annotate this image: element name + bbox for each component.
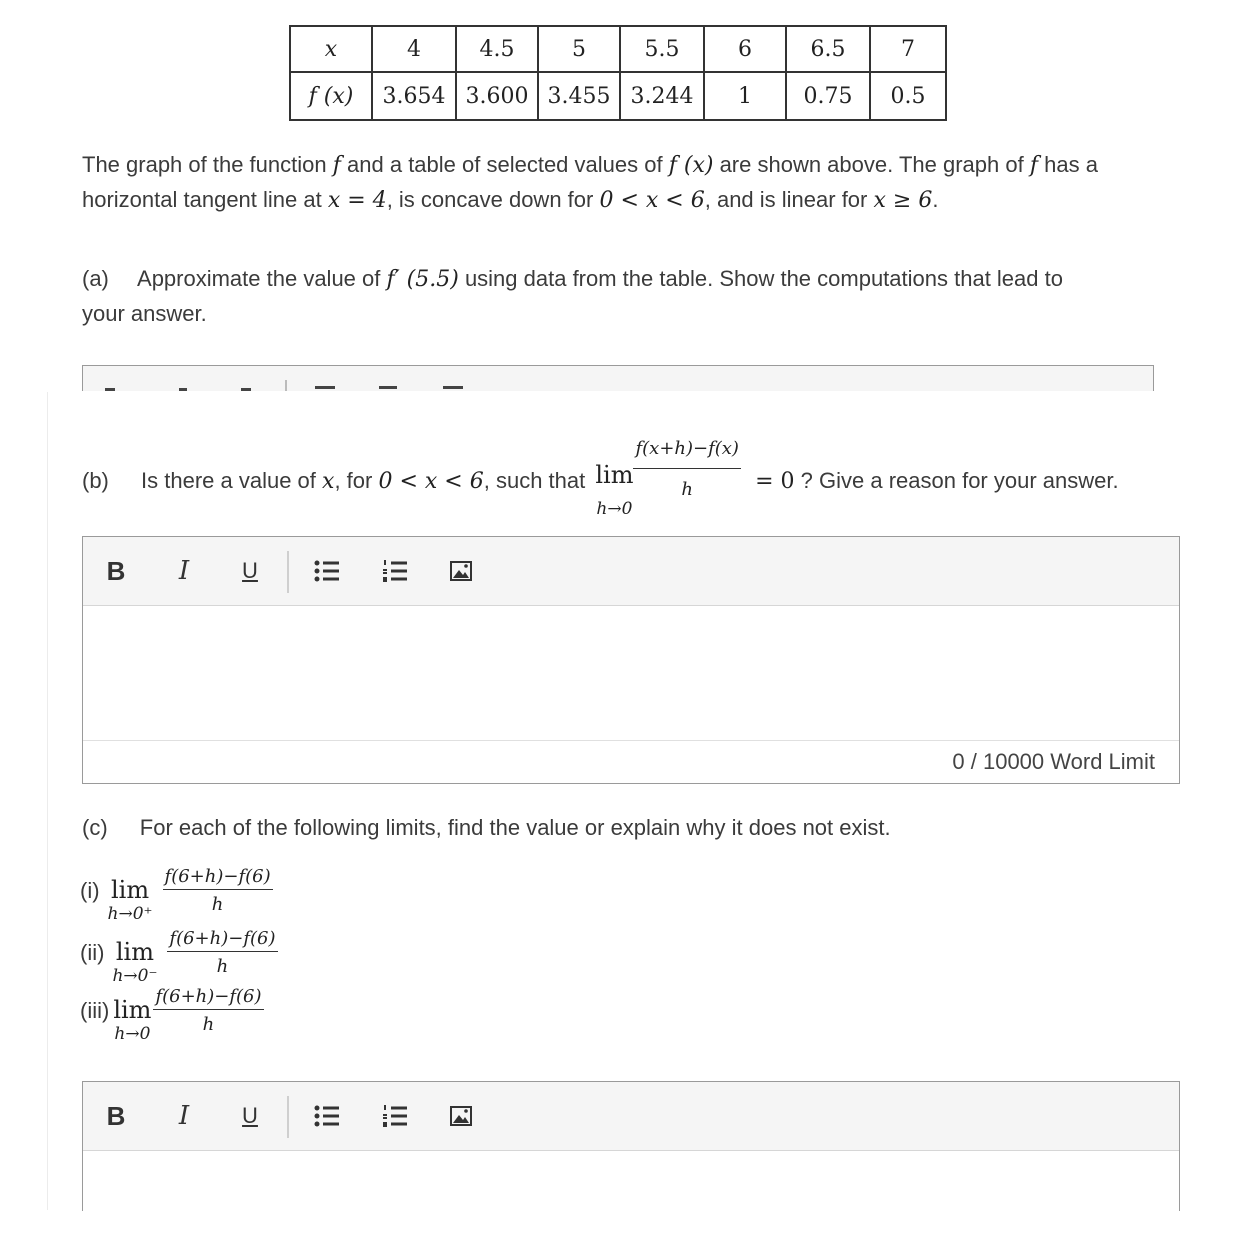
numbered-list-button[interactable] bbox=[381, 1100, 409, 1132]
part-b-label: (b) bbox=[82, 467, 109, 493]
limit-operator bbox=[112, 928, 157, 986]
insert-image-button[interactable] bbox=[449, 555, 473, 587]
math-fx: f (x) bbox=[668, 153, 714, 178]
intro-paragraph bbox=[82, 148, 1098, 218]
editor-status-bar bbox=[83, 740, 1179, 783]
lim-subscript: h→0⁺ bbox=[107, 904, 153, 924]
table-cell: 3.654 bbox=[372, 72, 456, 120]
table-cell: 3.455 bbox=[538, 72, 620, 120]
table-cell: 4 bbox=[372, 26, 456, 72]
part-a-question bbox=[82, 262, 1063, 331]
answer-editor-c[interactable] bbox=[82, 1081, 1180, 1211]
limit-item-label: (i) bbox=[80, 878, 100, 903]
image-icon bbox=[450, 1106, 472, 1126]
table-row-x bbox=[290, 26, 946, 72]
math-fprime: f′ (5.5) bbox=[386, 267, 459, 292]
limit-item-label: (ii) bbox=[80, 940, 105, 965]
limit-item bbox=[80, 986, 264, 1044]
word-limit-counter: 0 / 10000 Word Limit bbox=[952, 749, 1155, 774]
math-ineq: 0 < x < 6 bbox=[378, 468, 484, 494]
table-cell: 1 bbox=[704, 72, 786, 120]
numbered-list-button[interactable] bbox=[381, 555, 409, 587]
editor-text-area[interactable] bbox=[83, 606, 1179, 740]
fraction-numerator: f(x+h)−f(x) bbox=[633, 432, 740, 469]
table-cell: 6 bbox=[704, 26, 786, 72]
intro-text: has a bbox=[1044, 152, 1098, 177]
limit-item bbox=[80, 866, 273, 924]
difference-quotient bbox=[633, 432, 740, 507]
image-icon bbox=[450, 561, 472, 581]
math-f: f bbox=[1029, 153, 1038, 178]
limit-operator bbox=[108, 866, 153, 924]
table-header-fx: f (x) bbox=[290, 72, 372, 120]
lim-subscript: h→0 bbox=[114, 1024, 151, 1044]
math-eq: = 0 bbox=[755, 468, 795, 494]
intro-text: , is concave down for bbox=[386, 187, 594, 212]
bold-button[interactable]: B bbox=[106, 555, 126, 586]
intro-text: . bbox=[932, 187, 939, 212]
lim-text: lim bbox=[113, 996, 152, 1024]
table-cell: 5.5 bbox=[620, 26, 704, 72]
lim-text: lim bbox=[115, 938, 154, 966]
part-b-text: ? Give a reason for your answer. bbox=[800, 467, 1119, 493]
intro-text: horizontal tangent line at bbox=[82, 187, 322, 212]
part-b-question bbox=[82, 438, 1202, 526]
table-cell: 6.5 bbox=[786, 26, 870, 72]
table-cell: 3.244 bbox=[620, 72, 704, 120]
table-cell: 4.5 bbox=[456, 26, 538, 72]
math-ineq: 0 < x < 6 bbox=[599, 188, 705, 213]
table-cell: 0.75 bbox=[786, 72, 870, 120]
lim-subscript: h→0 bbox=[596, 499, 633, 519]
editor-toolbar bbox=[83, 1082, 1179, 1151]
bullet-list-button[interactable] bbox=[313, 555, 341, 587]
part-c-label: (c) bbox=[82, 815, 108, 840]
numbered-list-icon bbox=[382, 1104, 408, 1128]
lim-text: lim bbox=[110, 876, 150, 904]
underline-button[interactable]: U bbox=[242, 1103, 258, 1128]
table-cell: 5 bbox=[538, 26, 620, 72]
fraction-denominator: h bbox=[681, 478, 694, 500]
part-a-text: using data from the table. Show the computations that lead to bbox=[464, 266, 1063, 291]
math-x: x bbox=[322, 468, 335, 494]
difference-quotient bbox=[153, 986, 263, 1035]
italic-button[interactable]: I bbox=[178, 556, 190, 586]
editor-toolbar bbox=[83, 537, 1179, 606]
insert-image-button[interactable] bbox=[449, 1100, 473, 1132]
difference-quotient bbox=[163, 866, 273, 915]
intro-text: are shown above. The graph of bbox=[719, 152, 1024, 177]
editor-text-area[interactable] bbox=[83, 1151, 1179, 1211]
table-cell: 0.5 bbox=[870, 72, 946, 120]
intro-text: The graph of the function bbox=[82, 152, 327, 177]
numbered-list-icon bbox=[382, 559, 408, 583]
part-b-text: Is there a value of bbox=[141, 467, 316, 493]
part-a-text: Approximate the value of bbox=[137, 266, 381, 291]
bullet-list-icon bbox=[314, 559, 340, 583]
fraction-denominator: h bbox=[216, 956, 229, 977]
difference-quotient bbox=[167, 928, 277, 977]
answer-editor-a-partial[interactable] bbox=[82, 365, 1154, 391]
toolbar-separator bbox=[287, 551, 289, 593]
table-cell: 3.600 bbox=[456, 72, 538, 120]
part-a-label: (a) bbox=[82, 266, 109, 291]
fraction-denominator: h bbox=[211, 894, 224, 915]
lim-subscript: h→0⁻ bbox=[112, 966, 158, 986]
math-ineq: x ≥ 6 bbox=[873, 188, 933, 213]
part-b-text: , such that bbox=[483, 467, 586, 493]
part-b-text: , for bbox=[334, 467, 373, 493]
limit-expression bbox=[595, 438, 633, 526]
fraction-numerator: f(6+h)−f(6) bbox=[153, 986, 263, 1010]
italic-button[interactable]: I bbox=[178, 1101, 190, 1131]
intro-text: , and is linear for bbox=[704, 187, 868, 212]
fraction-numerator: f(6+h)−f(6) bbox=[163, 866, 273, 890]
part-a-text: your answer. bbox=[82, 301, 207, 326]
limit-item-label: (iii) bbox=[80, 998, 110, 1023]
bold-button[interactable]: B bbox=[106, 1100, 126, 1131]
content-divider bbox=[47, 392, 48, 1210]
math-f: f bbox=[332, 153, 341, 178]
limit-operator bbox=[113, 986, 151, 1044]
bullet-list-icon bbox=[314, 1104, 340, 1128]
underline-button[interactable]: U bbox=[242, 558, 258, 583]
table-header-x: x bbox=[290, 26, 372, 72]
intro-text: and a table of selected values of bbox=[347, 152, 663, 177]
values-table-container bbox=[289, 25, 947, 121]
part-c-question bbox=[82, 811, 891, 845]
limit-item bbox=[80, 928, 278, 986]
fraction-numerator: f(6+h)−f(6) bbox=[167, 928, 277, 952]
math-eq: x = 4 bbox=[327, 188, 387, 213]
table-cell: 7 bbox=[870, 26, 946, 72]
answer-editor-b[interactable] bbox=[82, 536, 1180, 784]
table-row-fx bbox=[290, 72, 946, 120]
lim-text: lim bbox=[595, 461, 634, 489]
values-table bbox=[289, 25, 947, 121]
bullet-list-button[interactable] bbox=[313, 1100, 341, 1132]
part-c-text: For each of the following limits, find the value or explain why it does not exist. bbox=[139, 815, 891, 840]
fraction-denominator: h bbox=[202, 1014, 215, 1035]
toolbar-separator bbox=[287, 1096, 289, 1138]
